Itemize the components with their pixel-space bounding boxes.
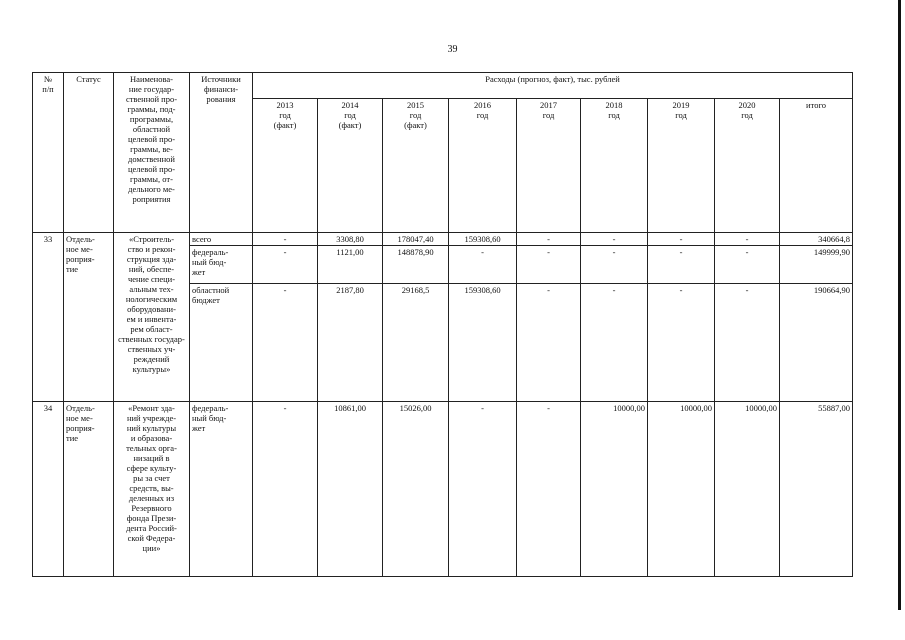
value-cell: 148878,90 <box>383 246 449 284</box>
value-cell: 10000,00 <box>715 402 780 577</box>
total-cell: 55887,00 <box>780 402 853 577</box>
header-name: Наименова- ние государ- ственной про- граммы, под- программы, областной целевой про- граммы, ве- домственной целевой про- граммы, от- дельного ме- роприятия <box>114 73 190 233</box>
value-cell: - <box>715 233 780 246</box>
header-row <box>33 73 853 99</box>
value-cell: - <box>581 233 648 246</box>
value-cell: 10861,00 <box>318 402 383 577</box>
value-cell: - <box>648 246 715 284</box>
page-number: 39 <box>447 44 458 55</box>
row-num: 34 <box>33 402 64 577</box>
value-cell: 159308,60 <box>449 284 517 402</box>
value-cell: 3308,80 <box>318 233 383 246</box>
table-row <box>33 402 853 577</box>
row-num: 33 <box>33 233 64 402</box>
value-cell: - <box>715 284 780 402</box>
total-cell: 149999,90 <box>780 246 853 284</box>
header-sources: Источники финанси- рования <box>190 73 253 233</box>
header-expenses: Расходы (прогноз, факт), тыс. рублей <box>253 73 853 99</box>
header-year: 2017 год <box>517 99 581 233</box>
value-cell: - <box>648 284 715 402</box>
header-total: итого <box>780 99 853 233</box>
row-name: «Ремонт зда- ний учрежде- ний культуры и образова- тельных орга- низаций в сфере культу- ры за счет средств, вы- деленных из Резервного фонда Прези- дента Россий- ской Федера- ции» <box>114 402 190 577</box>
header-year: 2015 год (факт) <box>383 99 449 233</box>
header-year: 2014 год (факт) <box>318 99 383 233</box>
row-source: областной бюджет <box>190 284 253 402</box>
budget-table <box>32 72 853 577</box>
row-source: федераль- ный бюд- жет <box>190 246 253 284</box>
value-cell: 2187,80 <box>318 284 383 402</box>
table-row <box>33 233 853 246</box>
header-status: Статус <box>64 73 114 233</box>
value-cell: - <box>253 233 318 246</box>
value-cell: - <box>581 246 648 284</box>
value-cell: - <box>581 284 648 402</box>
header-year: 2019 год <box>648 99 715 233</box>
value-cell: 10000,00 <box>581 402 648 577</box>
value-cell: - <box>449 402 517 577</box>
value-cell: 178047,40 <box>383 233 449 246</box>
value-cell: 159308,60 <box>449 233 517 246</box>
header-year: 2013 год (факт) <box>253 99 318 233</box>
value-cell: - <box>253 284 318 402</box>
value-cell: - <box>253 402 318 577</box>
row-source: федераль- ный бюд- жет <box>190 402 253 577</box>
header-year: 2016 год <box>449 99 517 233</box>
value-cell: - <box>517 246 581 284</box>
value-cell: - <box>253 246 318 284</box>
total-cell: 340664,8 <box>780 233 853 246</box>
row-status: Отдель- ное ме- роприя- тие <box>64 233 114 402</box>
header-year: 2020 год <box>715 99 780 233</box>
value-cell: - <box>517 402 581 577</box>
value-cell: 1121,00 <box>318 246 383 284</box>
value-cell: 15026,00 <box>383 402 449 577</box>
value-cell: - <box>449 246 517 284</box>
value-cell: - <box>517 233 581 246</box>
value-cell: - <box>648 233 715 246</box>
value-cell: - <box>517 284 581 402</box>
total-cell: 190664,90 <box>780 284 853 402</box>
header-num: № п/п <box>33 73 64 233</box>
value-cell: 29168,5 <box>383 284 449 402</box>
scan-edge-line <box>898 0 901 610</box>
row-name: «Строитель- ство и рекон- струкция зда- ний, обеспе- чение специ- альным тех- нологическим оборудовани- ем и инвента- рем област- ственных государ- ственных уч- реждений культуры» <box>114 233 190 402</box>
value-cell: 10000,00 <box>648 402 715 577</box>
value-cell: - <box>715 246 780 284</box>
row-source: всего <box>190 233 253 246</box>
row-status: Отдель- ное ме- роприя- тие <box>64 402 114 577</box>
header-year: 2018 год <box>581 99 648 233</box>
